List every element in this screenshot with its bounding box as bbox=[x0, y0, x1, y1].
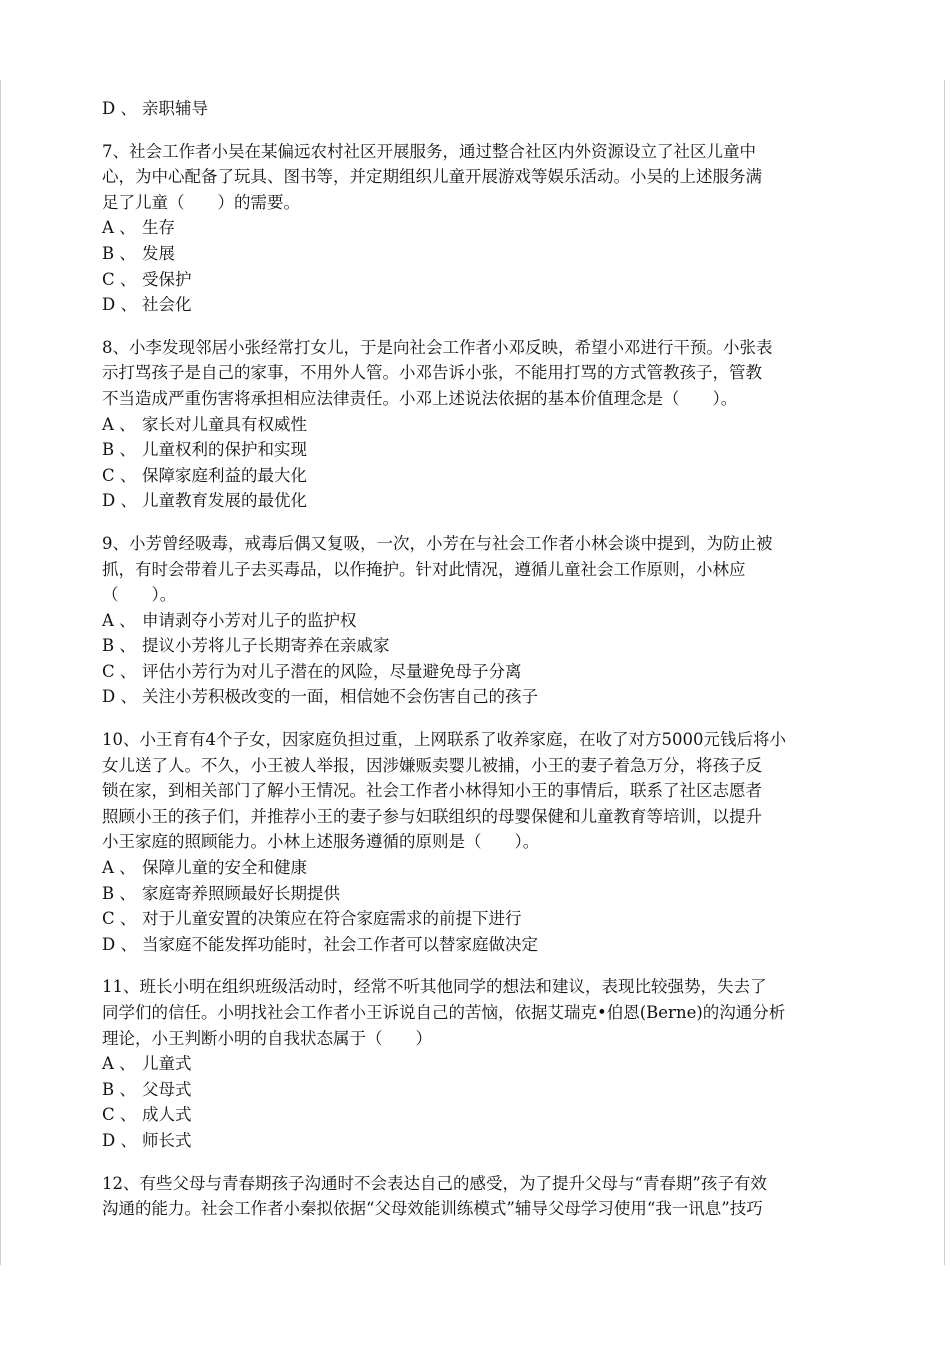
option-letter: D 、 bbox=[102, 99, 137, 118]
question-stem-line: 不当造成严重伤害将承担相应法律责任。小邓上述说法依据的基本价值理念是（ ）。 bbox=[102, 388, 738, 408]
option-text: 儿童教育发展的最优化 bbox=[142, 491, 307, 511]
question-stem-line: 心，为中心配备了玩具、图书等，并定期组织儿童开展游戏等娱乐活动。小吴的上述服务满 bbox=[102, 167, 762, 187]
option-text: 保障儿童的安全和健康 bbox=[142, 858, 307, 878]
answer-option[interactable] bbox=[102, 932, 862, 958]
option-letter: A 、 bbox=[102, 610, 136, 630]
option-letter: D 、 bbox=[102, 1130, 137, 1150]
question-stem-line: 照顾小王的孩子们，并推荐小王的妻子参与妇联组织的母婴保健和儿童教育等培训，以提升 bbox=[102, 806, 762, 826]
option-text: 社会化 bbox=[142, 295, 192, 315]
question-stem-line: 抓，有时会带着儿子去买毒品，以作掩护。针对此情况，遵循儿童社会工作原则，小林应 bbox=[102, 559, 746, 579]
question-12 bbox=[102, 1171, 862, 1222]
question-10 bbox=[102, 727, 862, 957]
answer-option[interactable] bbox=[102, 488, 862, 514]
option-letter: D 、 bbox=[102, 295, 137, 315]
answer-option[interactable] bbox=[102, 659, 862, 685]
question-spacer bbox=[102, 957, 862, 974]
option-text: 提议小芳将儿子长期寄养在亲戚家 bbox=[142, 636, 390, 656]
option-text: 父母式 bbox=[142, 1079, 192, 1099]
answer-option[interactable] bbox=[102, 855, 862, 881]
question-stem-line: 小王家庭的照顾能力。小林上述服务遵循的原则是（ ）。 bbox=[102, 832, 540, 852]
option-letter: B 、 bbox=[102, 883, 136, 903]
answer-option[interactable] bbox=[102, 215, 862, 241]
question-stem-line: 9、小芳曾经吸毒，戒毒后偶又复吸，一次，小芳在与社会工作者小林会谈中提到，为防止被 bbox=[102, 533, 773, 553]
answer-option[interactable] bbox=[102, 412, 862, 438]
question-stem-line: 11、班长小明在组织班级活动时，经常不听其他同学的想法和建议，表现比较强势，失去了 bbox=[102, 977, 767, 997]
answer-option[interactable] bbox=[102, 881, 862, 907]
question-spacer bbox=[102, 710, 862, 727]
option-letter: C 、 bbox=[102, 269, 137, 289]
answer-option[interactable] bbox=[102, 684, 862, 710]
option-letter: B 、 bbox=[102, 440, 136, 460]
option-text: 师长式 bbox=[142, 1130, 192, 1150]
question-stem-line: 理论，小王判断小明的自我状态属于（ ） bbox=[102, 1028, 432, 1048]
question-stem-line: 沟通的能力。社会工作者小秦拟依据“父母效能训练模式”辅导父母学习使用“我一讯息”技巧 bbox=[102, 1199, 763, 1219]
answer-option[interactable] bbox=[102, 608, 862, 634]
option-letter: B 、 bbox=[102, 1079, 136, 1099]
option-text: 成人式 bbox=[142, 1105, 192, 1125]
question-stem-line: 锁在家，到相关部门了解小王情况。社会工作者小林得知小王的事情后，联系了社区志愿者 bbox=[102, 781, 762, 801]
page-border-right bbox=[944, 80, 945, 1265]
option-text: 受保护 bbox=[142, 269, 192, 289]
option-d-previous[interactable] bbox=[102, 96, 862, 122]
option-text: 关注小芳积极改变的一面，相信她不会伤害自己的孩子 bbox=[142, 687, 538, 707]
question-7 bbox=[102, 139, 862, 318]
option-letter: A 、 bbox=[102, 414, 136, 434]
option-letter: A 、 bbox=[102, 1054, 136, 1074]
option-letter: D 、 bbox=[102, 491, 137, 511]
option-letter: B 、 bbox=[102, 243, 136, 263]
document-body bbox=[102, 96, 862, 1222]
question-stem-line: 足了儿童（ ）的需要。 bbox=[102, 192, 300, 212]
question-spacer bbox=[102, 1154, 862, 1171]
option-text: 发展 bbox=[142, 243, 175, 263]
option-text: 儿童权利的保护和实现 bbox=[142, 440, 307, 460]
option-letter: C 、 bbox=[102, 909, 137, 929]
page-border-left bbox=[0, 80, 1, 1265]
option-letter: C 、 bbox=[102, 1105, 137, 1125]
question-stem-line: 示打骂孩子是自己的家事，不用外人管。小邓告诉小张，不能用打骂的方式管教孩子，管教 bbox=[102, 363, 762, 383]
answer-option[interactable] bbox=[102, 1128, 862, 1154]
option-letter: C 、 bbox=[102, 465, 137, 485]
question-stem-line: 10、小王育有4个子女，因家庭负担过重，上网联系了收养家庭，在收了对方5000元钱后将小 bbox=[102, 730, 786, 750]
answer-option[interactable] bbox=[102, 463, 862, 489]
question-stem-line: 7、社会工作者小吴在某偏远农村社区开展服务，通过整合社区内外资源设立了社区儿童中 bbox=[102, 141, 756, 161]
question-9 bbox=[102, 531, 862, 710]
option-letter: A 、 bbox=[102, 218, 136, 238]
question-11 bbox=[102, 974, 862, 1153]
answer-option[interactable] bbox=[102, 437, 862, 463]
answer-option[interactable] bbox=[102, 1077, 862, 1103]
question-stem-line: 12、有些父母与青春期孩子沟通时不会表达自己的感受，为了提升父母与“青春期”孩子有效 bbox=[102, 1173, 767, 1193]
question-stem-line: 同学们的信任。小明找社会工作者小王诉说自己的苦恼，依据艾瑞克•伯恩(Berne)的沟通分析 bbox=[102, 1003, 786, 1022]
question-stem-line: 女儿送了人。不久，小王被人举报，因涉嫌贩卖婴儿被捕，小王的妻子着急万分，将孩子反 bbox=[102, 755, 762, 775]
answer-option[interactable] bbox=[102, 906, 862, 932]
option-text: 申请剥夺小芳对儿子的监护权 bbox=[142, 610, 357, 630]
answer-option[interactable] bbox=[102, 267, 862, 293]
option-text: 保障家庭利益的最大化 bbox=[142, 465, 307, 485]
option-letter: D 、 bbox=[102, 687, 137, 707]
answer-option[interactable] bbox=[102, 241, 862, 267]
option-text: 评估小芳行为对儿子潜在的风险，尽量避免母子分离 bbox=[142, 661, 522, 681]
question-spacer bbox=[102, 318, 862, 335]
option-letter: A 、 bbox=[102, 858, 136, 878]
option-letter: B 、 bbox=[102, 636, 136, 656]
answer-option[interactable] bbox=[102, 1102, 862, 1128]
option-text: 对于儿童安置的决策应在符合家庭需求的前提下进行 bbox=[142, 909, 522, 929]
question-stem-line: （ ）。 bbox=[102, 585, 177, 605]
option-text: 儿童式 bbox=[142, 1054, 192, 1074]
option-letter: C 、 bbox=[102, 661, 137, 681]
answer-option[interactable] bbox=[102, 633, 862, 659]
question-spacer bbox=[102, 122, 862, 139]
question-stem-line: 8、小李发现邻居小张经常打女儿，于是向社会工作者小邓反映，希望小邓进行干预。小张表 bbox=[102, 337, 773, 357]
option-text: 亲职辅导 bbox=[142, 99, 208, 118]
question-8 bbox=[102, 335, 862, 514]
question-list bbox=[102, 122, 862, 1222]
question-spacer bbox=[102, 514, 862, 531]
option-text: 家长对儿童具有权威性 bbox=[142, 414, 307, 434]
option-text: 生存 bbox=[142, 218, 175, 238]
option-text: 家庭寄养照顾最好长期提供 bbox=[142, 883, 340, 903]
option-text: 当家庭不能发挥功能时，社会工作者可以替家庭做决定 bbox=[142, 934, 538, 954]
option-letter: D 、 bbox=[102, 934, 137, 954]
answer-option[interactable] bbox=[102, 292, 862, 318]
answer-option[interactable] bbox=[102, 1051, 862, 1077]
